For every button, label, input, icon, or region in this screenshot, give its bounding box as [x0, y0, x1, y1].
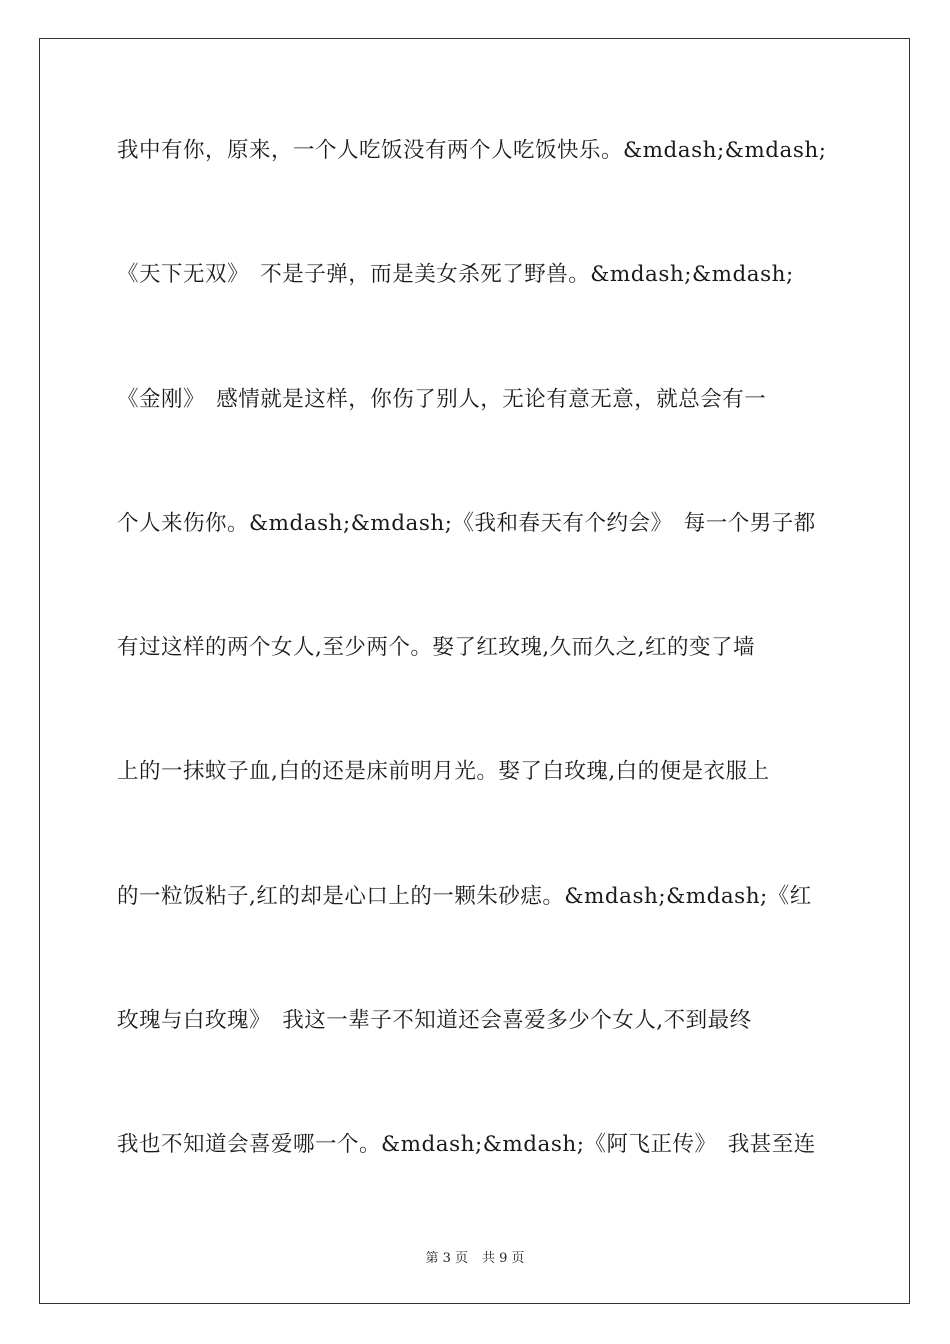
text-line-4: 个人来伤你。&mdash;&mdash;《我和春天有个约会》 每一个男子都: [117, 510, 816, 536]
text-line-7: 的一粒饭粘子,红的却是心口上的一颗朱砂痣。&mdash;&mdash;《红: [117, 883, 812, 909]
text-line-1: 我中有你，原来，一个人吃饭没有两个人吃饭快乐。&mdash;&mdash;: [117, 138, 827, 163]
text-line-5: 有过这样的两个女人,至少两个。娶了红玫瑰,久而久之,红的变了墙: [117, 635, 756, 661]
text-line-9: 我也不知道会喜爱哪一个。&mdash;&mdash;《阿飞正传》 我甚至连: [117, 1132, 816, 1158]
document-body: [117, 123, 837, 1242]
text-line-6: 上的一抹蚊子血,白的还是床前明月光。娶了白玫瑰,白的便是衣服上: [117, 759, 770, 785]
page-footer: [0, 1247, 950, 1266]
text-line-8: 玫瑰与白玫瑰》 我这一辈子不知道还会喜爱多少个女人,不到最终: [117, 1008, 752, 1034]
text-line-2: 《天下无双》 不是子弹，而是美女杀死了野兽。&mdash;&mdash;: [117, 262, 794, 288]
text-line-3: 《金刚》 感情就是这样，你伤了别人，无论有意无意，就总会有一: [117, 386, 767, 412]
page-number: 第 3 页: [425, 1251, 468, 1266]
page-total: 共 9 页: [482, 1251, 525, 1266]
